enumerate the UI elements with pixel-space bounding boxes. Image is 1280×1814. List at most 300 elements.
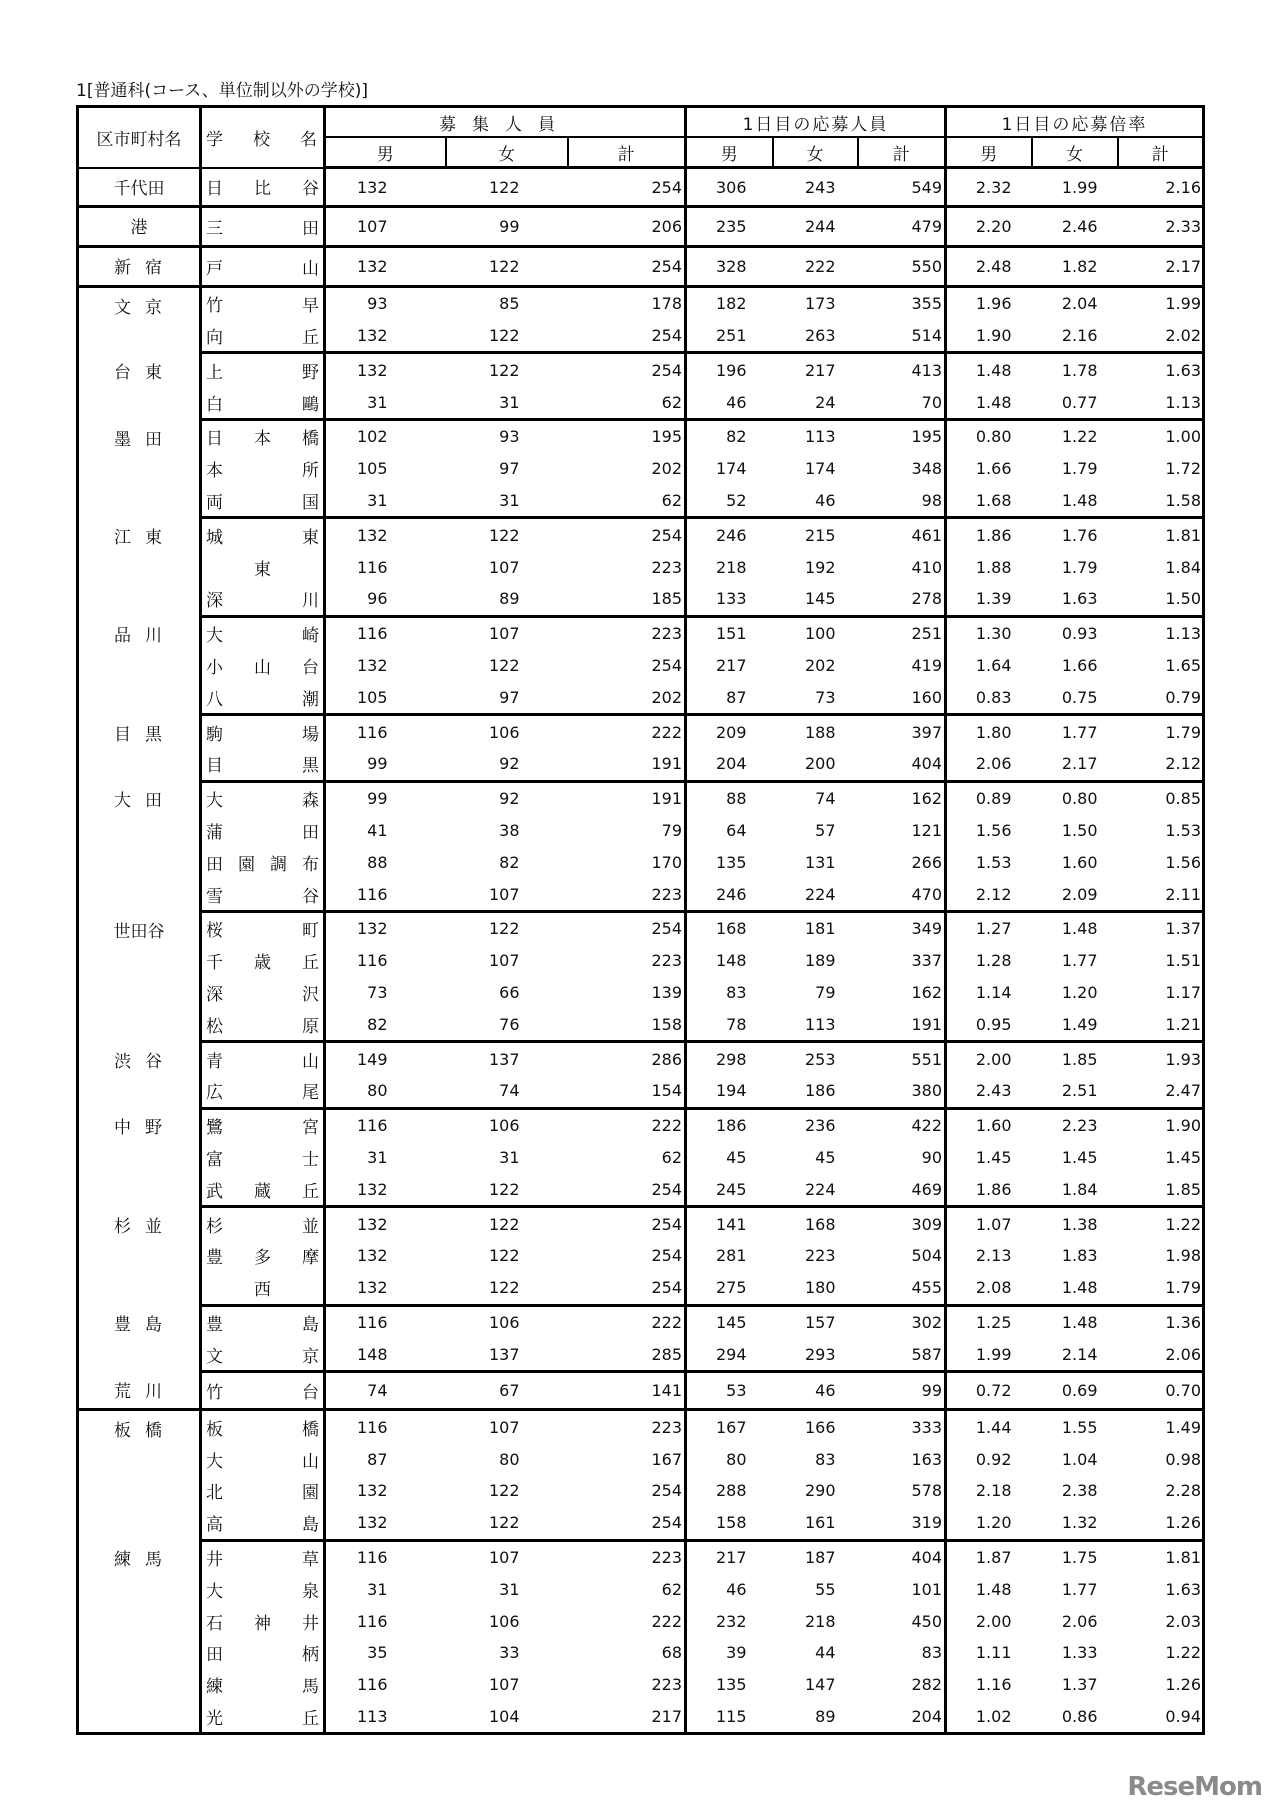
quota-female: 107: [488, 624, 520, 644]
ratio-female: 1.82: [1032, 247, 1118, 287]
applicants-total: 578: [858, 1475, 946, 1507]
ward-name: 大田: [78, 781, 201, 911]
school-name: 竹台: [206, 1383, 319, 1404]
ratio-female: 0.80: [1061, 789, 1098, 809]
ratio-total: 1.63: [1165, 1579, 1201, 1599]
ratio-total: 1.85: [1118, 1173, 1204, 1206]
ratio-male: 1.90: [946, 320, 1032, 353]
school-cell: [201, 420, 325, 453]
ratio-female: 1.48: [1032, 485, 1118, 518]
school-name: 蒲田: [206, 823, 319, 844]
applicants-total: 410: [858, 551, 946, 583]
school-name: 文京: [206, 1346, 319, 1367]
applicants-male: 87: [686, 681, 773, 714]
applicants-female: 200: [773, 748, 858, 781]
applicants-female: 181: [804, 919, 836, 939]
table-row: [78, 1338, 1204, 1371]
applicants-male: 133: [686, 583, 773, 616]
quota-female: 106: [488, 1312, 520, 1332]
applicants-female: 161: [773, 1507, 858, 1540]
ratio-total: 0.79: [1118, 681, 1204, 714]
header-quota-male: 男: [325, 137, 446, 168]
table-row: [78, 1410, 1204, 1443]
applicants-total: 479: [858, 207, 946, 247]
quota-male: 132: [325, 1272, 446, 1305]
ratio-female: 0.77: [1032, 386, 1118, 419]
ratio-total: 2.47: [1118, 1075, 1204, 1108]
applicants-male: 306: [686, 168, 773, 207]
ratio-female: 1.45: [1061, 1148, 1098, 1167]
ward-name: 港: [78, 207, 201, 247]
quota-male: 31: [325, 386, 446, 419]
applicants-female: 157: [804, 1312, 836, 1332]
ratio-male: 1.27: [975, 919, 1012, 939]
quota-female: 92: [499, 789, 520, 809]
table-row: [78, 1475, 1204, 1507]
ratio-male: 2.20: [946, 207, 1032, 247]
applicants-male: 209: [715, 722, 747, 742]
applicants-male: 148: [715, 951, 747, 971]
quota-total: 191: [568, 748, 686, 781]
table-row: [78, 583, 1204, 616]
header-applicants-male: 男: [686, 137, 773, 168]
ratio-male: 1.07: [975, 1214, 1012, 1234]
ratio-female: 2.17: [1032, 748, 1118, 781]
applicants-total: 419: [858, 650, 946, 682]
ratio-female: 1.79: [1061, 459, 1098, 479]
applicants-female: 74: [815, 789, 836, 809]
school-cell: [201, 320, 325, 353]
school-name: 竹早: [206, 296, 319, 317]
school-name: 小山台: [206, 658, 319, 679]
applicants-female: 223: [804, 1246, 836, 1266]
quota-female: 122: [446, 320, 568, 353]
school-name: 大崎: [206, 626, 319, 647]
applicants-total: 101: [858, 1573, 946, 1605]
ratio-total: 1.37: [1165, 919, 1201, 939]
school-name: 田園調布: [206, 854, 319, 875]
quota-total: 222: [568, 1108, 686, 1141]
applicants-total: 121: [858, 815, 946, 847]
header-quota-female: 女: [446, 137, 568, 168]
applicants-male: 52: [686, 485, 773, 518]
quota-male: 116: [356, 722, 388, 742]
quota-female: 66: [499, 983, 520, 1003]
ratio-female: 1.48: [1061, 1312, 1098, 1332]
school-cell: [201, 650, 325, 682]
ratio-female: 1.20: [1061, 983, 1098, 1003]
table-row: [78, 616, 1204, 649]
table-body: [78, 168, 1204, 1734]
school-name: 光丘: [206, 1709, 319, 1730]
quota-male: 132: [356, 525, 388, 545]
applicants-female: 236: [804, 1116, 836, 1136]
quota-male: 31: [367, 1579, 388, 1599]
table-row: [78, 286, 1204, 319]
ratio-male: 2.48: [946, 247, 1032, 287]
ratio-total: 1.00: [1165, 427, 1201, 447]
table-title: 1[普通科(コース、単位制以外の学校)]: [76, 81, 369, 101]
ratio-female: 1.63: [1032, 583, 1118, 616]
ratio-female: 2.09: [1032, 878, 1118, 911]
table-row: [78, 977, 1204, 1009]
applicants-total: 470: [858, 878, 946, 911]
applicants-female: 166: [804, 1417, 836, 1437]
quota-female: 106: [488, 722, 520, 742]
quota-total: 254: [568, 1173, 686, 1206]
school-name: 白鷗: [206, 394, 319, 415]
ward-name: 目黒: [78, 715, 201, 782]
ratio-male: 0.80: [975, 427, 1012, 447]
applicants-female: 131: [804, 852, 836, 872]
ratio-total: 1.26: [1165, 1675, 1201, 1695]
applicants-female: 168: [804, 1214, 836, 1234]
applicants-total: 461: [858, 518, 946, 551]
applicants-total: 355: [858, 286, 946, 319]
ratio-male: 0.95: [946, 1008, 1032, 1041]
table-row: [78, 1042, 1204, 1075]
school-cell: [201, 1637, 325, 1669]
applicants-female: 243: [773, 168, 858, 207]
quota-male: 116: [356, 1675, 388, 1695]
applicants-male: 246: [686, 878, 773, 911]
quota-male: 82: [325, 1008, 446, 1041]
applicants-female: 113: [804, 427, 836, 447]
ratio-female: 2.46: [1032, 207, 1118, 247]
school-cell: [201, 977, 325, 1009]
school-name: 目黒: [206, 756, 319, 777]
quota-female: 122: [488, 1481, 520, 1501]
school-cell: [201, 715, 325, 748]
school-cell: [201, 518, 325, 551]
ratio-male: 1.96: [975, 294, 1012, 314]
quota-female: 122: [446, 1507, 568, 1540]
quota-female: 122: [488, 525, 520, 545]
quota-total: 170: [568, 846, 686, 878]
applicants-female: 186: [773, 1075, 858, 1108]
applicants-female: 218: [804, 1611, 836, 1631]
quota-female: 31: [499, 1148, 520, 1167]
quota-female: 97: [446, 681, 568, 714]
ratio-male: 1.86: [975, 525, 1012, 545]
ratio-male: 1.11: [975, 1643, 1012, 1663]
quota-female: 67: [446, 1372, 568, 1410]
ratio-male: 1.25: [975, 1312, 1012, 1332]
quota-female: 107: [488, 1675, 520, 1695]
applicants-total: 160: [858, 681, 946, 714]
table-row: [78, 320, 1204, 353]
ratio-male: 1.64: [975, 656, 1012, 676]
ratio-female: 1.99: [1032, 168, 1118, 207]
applicants-total: 422: [858, 1108, 946, 1141]
applicants-total: 90: [858, 1142, 946, 1174]
school-cell: [201, 353, 325, 386]
quota-male: 132: [325, 247, 446, 287]
ratio-total: 0.85: [1165, 789, 1201, 809]
ratio-total: 1.99: [1165, 294, 1201, 314]
table-row: [78, 681, 1204, 714]
school-cell: [201, 1443, 325, 1475]
ratio-male: 0.92: [975, 1449, 1012, 1469]
header-applicants-total: 計: [858, 137, 946, 168]
ratio-total: 1.79: [1118, 1272, 1204, 1305]
quota-total: 68: [568, 1637, 686, 1669]
table-row: [78, 1108, 1204, 1141]
ratio-total: 1.22: [1165, 1214, 1201, 1234]
quota-male: 132: [356, 1214, 388, 1234]
quota-total: 141: [568, 1372, 686, 1410]
applicants-male: 141: [715, 1214, 747, 1234]
school-cell: [201, 583, 325, 616]
quota-female: 74: [446, 1075, 568, 1108]
school-name: 日本橋: [206, 429, 319, 450]
applicants-total: 380: [858, 1075, 946, 1108]
ratio-total: 2.03: [1165, 1611, 1201, 1631]
ratio-male: 1.16: [975, 1675, 1012, 1695]
quota-female: 31: [499, 1579, 520, 1599]
ratio-male: 1.14: [975, 983, 1012, 1003]
school-name: 本所: [206, 461, 319, 482]
quota-male: 99: [325, 748, 446, 781]
ratio-total: 1.84: [1165, 557, 1201, 577]
ratio-male: 1.87: [975, 1548, 1012, 1568]
ward-name: 中野: [78, 1108, 201, 1206]
applicants-total: 348: [858, 453, 946, 485]
quota-total: 195: [568, 420, 686, 453]
applicants-total: 587: [858, 1338, 946, 1371]
table-row: [78, 912, 1204, 945]
ratio-male: 2.06: [946, 748, 1032, 781]
quota-male: 116: [356, 557, 388, 577]
quota-total: 62: [568, 386, 686, 419]
quota-male: 132: [356, 656, 388, 676]
school-cell: [201, 1475, 325, 1507]
applicants-male: 246: [715, 525, 747, 545]
ratio-female: 1.77: [1061, 1579, 1098, 1599]
ratio-total: 1.81: [1165, 1548, 1201, 1568]
ratio-male: 0.83: [946, 681, 1032, 714]
ratio-total: 1.51: [1165, 951, 1201, 971]
school-cell: [201, 616, 325, 649]
quota-total: 254: [568, 168, 686, 207]
ratio-total: 2.16: [1118, 168, 1204, 207]
applicants-female: 79: [815, 983, 836, 1003]
table-row: [78, 551, 1204, 583]
ratio-female: 0.69: [1032, 1372, 1118, 1410]
school-cell: [201, 1410, 325, 1443]
school-name: 鷺宮: [206, 1118, 319, 1139]
quota-male: 31: [325, 485, 446, 518]
quota-male: 102: [356, 427, 388, 447]
school-cell: [201, 1042, 325, 1075]
table-row: [78, 207, 1204, 247]
ratio-female: 1.22: [1061, 427, 1098, 447]
applicants-total: 319: [858, 1507, 946, 1540]
ratio-total: 1.17: [1165, 983, 1201, 1003]
ratio-female: 0.86: [1032, 1701, 1118, 1734]
school-name: 駒場: [206, 724, 319, 745]
applicants-female: 187: [804, 1548, 836, 1568]
table-row: [78, 650, 1204, 682]
applicants-male: 275: [686, 1272, 773, 1305]
ward-name: 千代田: [78, 168, 201, 207]
table-row: [78, 1207, 1204, 1240]
quota-total: 79: [568, 815, 686, 847]
quota-male: 105: [356, 459, 388, 479]
applicants-female: 89: [773, 1701, 858, 1734]
applicants-total: 309: [858, 1207, 946, 1240]
table-row: [78, 386, 1204, 419]
ratio-total: 1.98: [1165, 1246, 1201, 1266]
ratio-male: 0.72: [946, 1372, 1032, 1410]
ratio-total: 2.17: [1118, 247, 1204, 287]
quota-total: 254: [568, 1272, 686, 1305]
quota-total: 62: [568, 485, 686, 518]
applicants-total: 98: [858, 485, 946, 518]
school-name: 井草: [206, 1550, 319, 1571]
ratio-male: 1.45: [975, 1148, 1012, 1167]
quota-female: 106: [488, 1611, 520, 1631]
ratio-total: 1.45: [1165, 1148, 1201, 1167]
table-row: [78, 1443, 1204, 1475]
quota-male: 116: [356, 951, 388, 971]
applicants-female: 73: [773, 681, 858, 714]
ratio-total: 0.98: [1165, 1449, 1201, 1469]
school-name: 深川: [206, 591, 319, 612]
quota-male: 35: [367, 1643, 388, 1663]
ratio-male: 1.48: [975, 360, 1012, 380]
quota-female: 106: [488, 1116, 520, 1136]
quota-female: 92: [446, 748, 568, 781]
ward-name: 江東: [78, 518, 201, 616]
applicants-total: 504: [858, 1240, 946, 1272]
quota-male: 80: [325, 1075, 446, 1108]
header-applicants-group: 1日目の応募人員: [686, 107, 946, 138]
quota-total: 254: [568, 1240, 686, 1272]
ratio-total: 1.22: [1165, 1643, 1201, 1663]
school-name: 青山: [206, 1051, 319, 1072]
school-name: 広尾: [206, 1083, 319, 1104]
school-name: 高島: [206, 1515, 319, 1536]
header-ratio-female: 女: [1032, 137, 1118, 168]
school-cell: [201, 207, 325, 247]
school-cell: [201, 1605, 325, 1637]
applicants-male: 217: [715, 1548, 747, 1568]
applicants-male: 182: [715, 294, 747, 314]
applicants-male: 46: [726, 1579, 747, 1599]
quota-female: 107: [488, 1417, 520, 1437]
ward-name: 豊島: [78, 1305, 201, 1372]
ratio-total: 0.94: [1118, 1701, 1204, 1734]
table-row: [78, 945, 1204, 977]
applicants-total: 99: [858, 1372, 946, 1410]
applicants-male: 115: [686, 1701, 773, 1734]
applicants-female: 222: [773, 247, 858, 287]
applicants-total: 514: [858, 320, 946, 353]
school-name: 北園: [206, 1483, 319, 1504]
header-quota-group: 募集人員: [325, 107, 686, 138]
ratio-male: 0.89: [975, 789, 1012, 809]
ratio-male: 2.18: [975, 1481, 1012, 1501]
quota-total: 222: [568, 715, 686, 748]
ratio-total: 2.12: [1118, 748, 1204, 781]
quota-female: 137: [488, 1049, 520, 1069]
ratio-total: 1.93: [1165, 1049, 1201, 1069]
school-name: 大泉: [206, 1581, 319, 1602]
ratio-female: 0.75: [1032, 681, 1118, 714]
quota-female: 104: [446, 1701, 568, 1734]
quota-male: 93: [367, 294, 388, 314]
table-row: [78, 1305, 1204, 1338]
quota-male: 116: [325, 878, 446, 911]
quota-total: 191: [568, 781, 686, 814]
ratio-female: 1.04: [1061, 1449, 1098, 1469]
applicants-female: 173: [804, 294, 836, 314]
applicants-male: 151: [715, 624, 747, 644]
ratio-female: 1.33: [1061, 1643, 1098, 1663]
table-row: [78, 878, 1204, 911]
applicants-male: 88: [726, 789, 747, 809]
ratio-female: 1.75: [1061, 1548, 1098, 1568]
ratio-male: 1.48: [975, 1579, 1012, 1599]
school-cell: [201, 1108, 325, 1141]
ratio-total: 1.50: [1118, 583, 1204, 616]
school-cell: [201, 1305, 325, 1338]
quota-male: 132: [325, 168, 446, 207]
applicants-female: 192: [804, 557, 836, 577]
applicants-male: 328: [686, 247, 773, 287]
applicants-male: 217: [715, 656, 747, 676]
school-cell: [201, 1240, 325, 1272]
quota-female: 38: [499, 821, 520, 841]
applicants-total: 551: [858, 1042, 946, 1075]
applicants-female: 45: [815, 1148, 836, 1167]
quota-female: 122: [446, 1272, 568, 1305]
table-row: [78, 168, 1204, 207]
ratio-male: 1.02: [946, 1701, 1032, 1734]
quota-female: 33: [499, 1643, 520, 1663]
applicants-female: 55: [815, 1579, 836, 1599]
quota-male: 116: [356, 1116, 388, 1136]
school-cell: [201, 1372, 325, 1410]
ward-name: 墨田: [78, 420, 201, 518]
applicants-male: 288: [715, 1481, 747, 1501]
applicants-total: 404: [858, 748, 946, 781]
ratio-female: 2.14: [1032, 1338, 1118, 1371]
ratio-male: 1.99: [946, 1338, 1032, 1371]
school-name: 深沢: [206, 985, 319, 1006]
ratio-male: 2.12: [946, 878, 1032, 911]
quota-total: 254: [568, 247, 686, 287]
school-cell: [201, 1173, 325, 1206]
quota-total: 223: [568, 616, 686, 649]
quota-female: 122: [488, 360, 520, 380]
quota-total: 223: [568, 1669, 686, 1701]
ward-name: 杉並: [78, 1207, 201, 1305]
quota-female: 122: [488, 919, 520, 939]
quota-total: 223: [568, 1540, 686, 1573]
school-cell: [201, 1008, 325, 1041]
ratio-male: 1.68: [946, 485, 1032, 518]
school-name: 三田: [206, 219, 319, 240]
school-cell: [201, 551, 325, 583]
school-name: 板橋: [206, 1419, 319, 1440]
quota-male: 116: [356, 1611, 388, 1631]
table-row: [78, 420, 1204, 453]
quota-male: 87: [367, 1449, 388, 1469]
quota-male: 107: [325, 207, 446, 247]
ward-name: 台東: [78, 353, 201, 420]
